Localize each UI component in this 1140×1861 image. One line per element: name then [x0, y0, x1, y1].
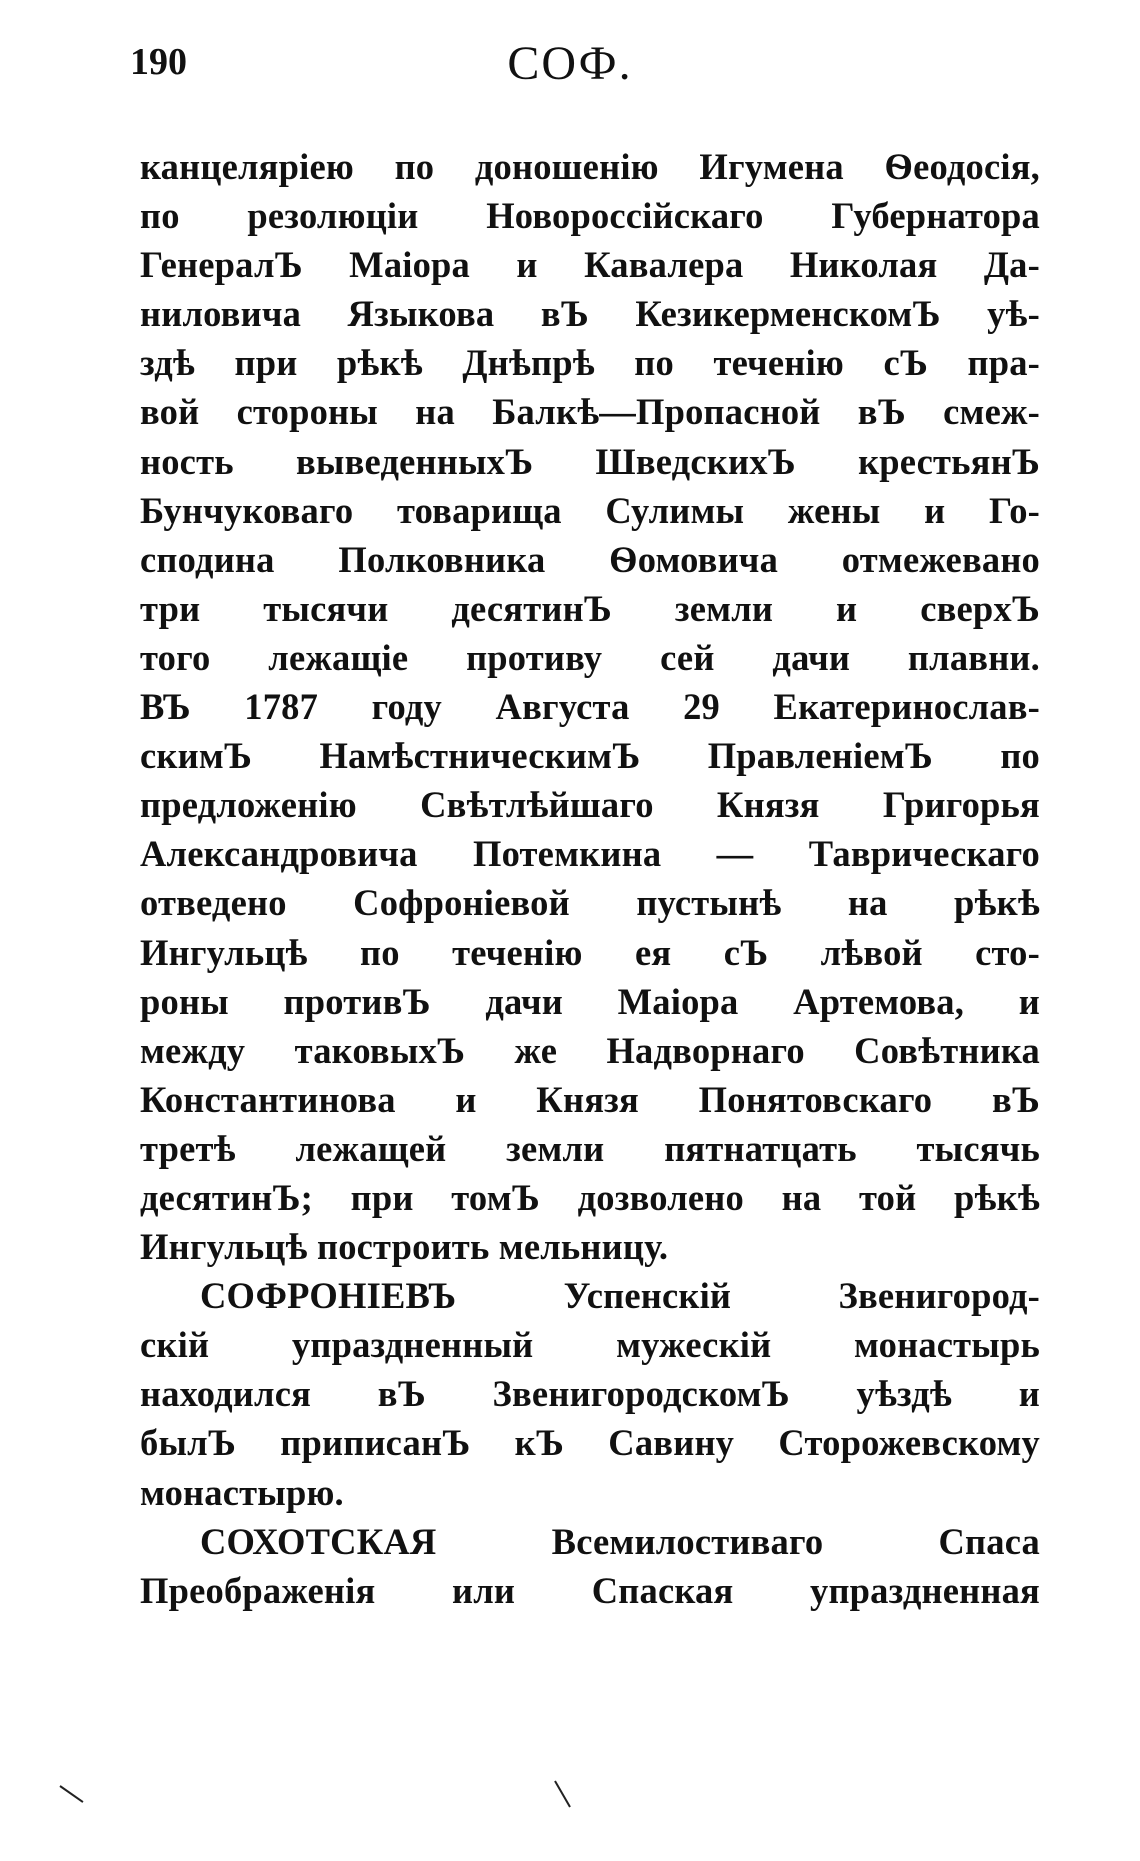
text-line: десятинЪ; при томЪ дозволено на той рѣкѣ [140, 1176, 1040, 1218]
text-line: ность выведенныхЪ ШведскихЪ крестьянЪ [140, 440, 1040, 482]
scan-mark [554, 1781, 571, 1808]
text-line: Преображенія или Спаская упраздненная [140, 1569, 1040, 1611]
entry-heading-line: СОФРОНІЕВЪ Успенскій Звенигород- [200, 1275, 1040, 1317]
text-line: отведено Софроніевой пустынѣ на рѣкѣ [140, 882, 1040, 924]
text-line: здѣ при рѣкѣ Днѣпрѣ по теченію сЪ пра- [140, 342, 1040, 384]
entry-heading-line: СОХОТСКАЯ Всемилостиваго Спаса [200, 1520, 1040, 1562]
page-text [140, 142, 1040, 1615]
text-line: скій упраздненный мужескій монастырь [140, 1324, 1040, 1366]
text-line: монастырю. [140, 1471, 344, 1513]
running-title: СОФ. [507, 37, 633, 90]
text-line: Ингульцѣ построить мельницу. [140, 1226, 669, 1268]
text-line: находился вЪ ЗвенигородскомЪ уѣздѣ и [140, 1373, 1040, 1415]
text-line: ВЪ 1787 году Августа 29 Екатеринослав- [140, 686, 1040, 728]
text-line: предложенію Свѣтлѣйшаго Князя Григорья [140, 784, 1040, 826]
text-line: роны противЪ дачи Маіора Артемова, и [140, 980, 1040, 1022]
text-line: ГенералЪ Маіора и Кавалера Николая Да- [140, 244, 1040, 286]
text-line: Константинова и Князя Понятовскаго вЪ [140, 1078, 1040, 1120]
text-line: три тысячи десятинЪ земли и сверхЪ [140, 587, 1040, 629]
text-line: Бунчуковаго товарища Сулимы жены и Го- [140, 489, 1040, 531]
page-number: 190 [130, 41, 187, 83]
text-line: скимЪ НамѣстническимЪ ПравленіемЪ по [140, 735, 1040, 777]
text-line: канцеляріею по доношенію Игумена Ѳеодосія, [140, 146, 1040, 187]
text-line: сподина Полковника Ѳомовича отмежевано [140, 538, 1040, 580]
text-line: былЪ приписанЪ кЪ Савину Сторожевскому [140, 1422, 1040, 1464]
text-line: ниловича Языкова вЪ КезикерменскомЪ уѣ- [140, 293, 1040, 335]
text-line: Ингульцѣ по теченію ея сЪ лѣвой сто- [140, 931, 1040, 973]
text-line: того лежащіе противу сей дачи плавни. [140, 636, 1040, 678]
text-line: по резолюціи Новороссійскаго Губернатора [140, 195, 1040, 237]
text-line: третѣ лежащей земли пятнатцать тысячь [140, 1127, 1040, 1169]
text-line: Александровича Потемкина — Таврическаго [140, 833, 1040, 875]
scan-mark [59, 1785, 83, 1803]
text-line: вой стороны на Балкѣ—Пропасной вЪ смеж- [140, 391, 1040, 433]
text-line: между таковыхЪ же Надворнаго Совѣтника [140, 1029, 1040, 1071]
